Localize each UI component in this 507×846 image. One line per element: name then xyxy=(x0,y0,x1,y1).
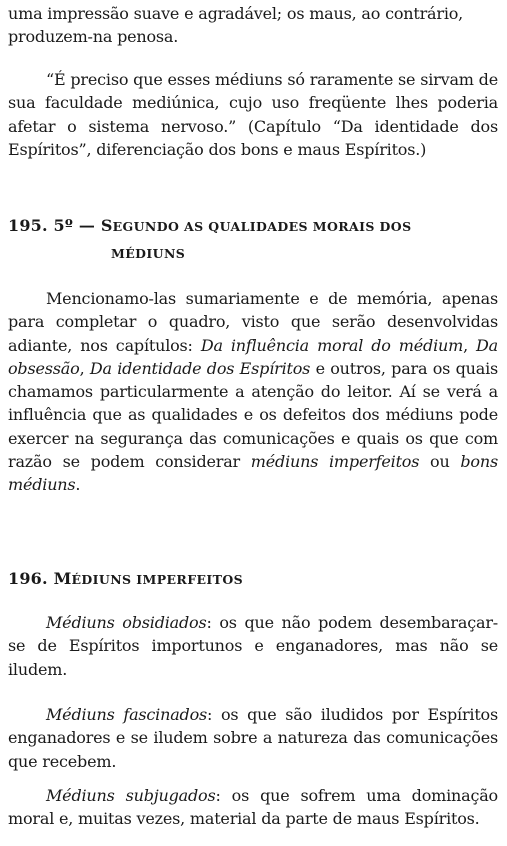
heading-title: EGUNDO AS QUALIDADES MORAIS DOS xyxy=(112,219,412,234)
term: Médiuns obsidiados xyxy=(46,613,207,632)
text: , xyxy=(79,358,90,378)
heading-title: ÉDIUNS IMPERFEITOS xyxy=(71,572,244,587)
section-number: 196. xyxy=(8,569,48,588)
text: Mencionamo-las sumariamente e de memória, apenas para completar o quadro, visto que serão desenvolvidas adiante, nos capítulos: xyxy=(8,289,498,355)
term: Médiuns fascinados xyxy=(46,705,208,724)
section-heading-195 xyxy=(8,213,498,267)
line: produzem-na penosa. xyxy=(8,27,179,47)
chapter-ref: Da identidade dos Espíritos xyxy=(89,358,311,378)
chapter-ref: Da influência moral do médium xyxy=(200,335,464,355)
section-heading-196 xyxy=(8,566,498,593)
definition-subjugados xyxy=(8,784,498,831)
text: . xyxy=(75,475,81,495)
line: uma impressão suave e agradável; os maus, ao contrário, xyxy=(8,4,464,23)
definition-obsidiados xyxy=(8,611,498,681)
definition: : os que sofrem uma dominação moral e, muitas vezes, material da parte de maus Espíritos. xyxy=(8,786,498,829)
definition: : os que são iludidos por Espíritos enganadores e se iludem sobre a natureza das comunicações que recebem. xyxy=(8,705,499,771)
quote-text: “É preciso que esses médiuns só raramente se sirvam de sua faculdade mediúnica, cujo uso freqüente lhes poderia afetar o sistema nervoso.” (Capítulo “Da identidade dos Espíritos”, diferenciação dos bons e maus Espíritos.) xyxy=(8,70,498,159)
body-paragraph xyxy=(8,287,498,497)
term: Médiuns subjugados xyxy=(46,786,216,805)
heading-initial: M xyxy=(53,569,72,588)
heading-title-line2: MÉDIUNS xyxy=(111,246,186,261)
emphasis: bons médiuns xyxy=(8,452,498,495)
text: , xyxy=(463,335,477,355)
quote-paragraph xyxy=(8,68,498,161)
text: ou xyxy=(419,452,461,472)
heading-initial: S xyxy=(100,216,113,235)
section-number: 195. 5º — xyxy=(8,216,96,235)
paragraph-continuation xyxy=(8,2,498,49)
chapter-ref: Da obsessão xyxy=(8,335,498,378)
text: e outros, para os quais chamamos particularmente a atenção do leitor. Aí se verá a influência que as qualidades e os defeitos dos médiuns pode exercer na segurança das comunicações e quais os que com razão se podem considerar xyxy=(8,358,498,472)
emphasis: médiuns imperfeitos xyxy=(250,452,420,472)
definition-fascinados xyxy=(8,703,498,773)
definition: : os que não podem desembaraçar-se de Espíritos importunos e enganadores, mas não se iludem. xyxy=(8,613,498,679)
